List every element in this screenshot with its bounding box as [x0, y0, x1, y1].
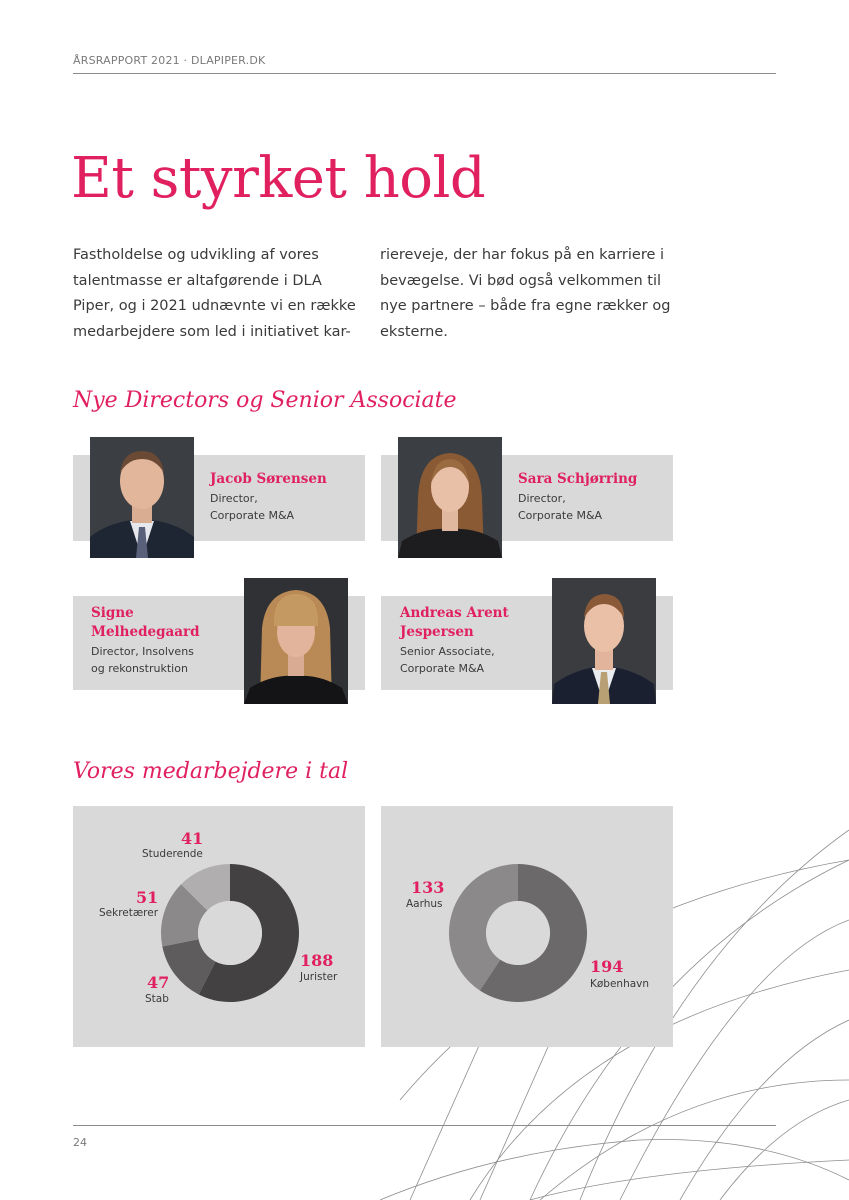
donut-hole [486, 901, 550, 965]
portrait-photo [552, 578, 656, 704]
donut-hole [198, 901, 262, 965]
page-title: Et styrket hold [71, 146, 486, 211]
running-header: ÅRSRAPPORT 2021 · DLAPIPER.DK [73, 54, 266, 67]
data-label-value: 133 [411, 878, 445, 897]
donut-chart-roles [161, 864, 299, 1002]
portrait-photo [398, 437, 502, 558]
person-name: Jacob Sørensen [210, 471, 327, 487]
person-role [91, 643, 194, 677]
data-label-value: 194 [590, 957, 624, 976]
section-title-employees: Vores medarbejdere i tal [73, 759, 349, 784]
person-role-line: Corporate M&A [400, 662, 485, 675]
portrait-photo [90, 437, 194, 558]
person-role-line: og rekonstruktion [91, 662, 188, 675]
intro-column-1: Fastholdelse og udvikling af vores talentmasse er altafgørende i DLA Piper, og i 2021 udnævnte vi en række medarbejdere som led i initiativet kar- [73, 247, 356, 340]
data-label-category: København [590, 978, 650, 990]
person-name-line: Melhedegaard [91, 624, 200, 640]
person-role-line: Senior Associate, [400, 645, 495, 658]
person-role-line: Corporate M&A [518, 509, 603, 522]
person-name-line: Signe [91, 605, 134, 621]
data-label-category: Aarhus [406, 898, 443, 910]
person-role [210, 490, 294, 524]
person-role-line: Director, [518, 492, 566, 505]
person-role [518, 490, 602, 524]
section-title-directors: Nye Directors og Senior Associate [73, 388, 457, 413]
person-name [91, 604, 200, 642]
person-name [400, 604, 509, 642]
data-label-value: 188 [300, 951, 334, 970]
person-role-line: Director, Insolvens [91, 645, 194, 658]
data-label-category: Studerende [142, 848, 203, 860]
person-role-line: Director, [210, 492, 258, 505]
person-name-line: Jespersen [400, 624, 474, 640]
person-role-line: Corporate M&A [210, 509, 295, 522]
donut-chart-offices [449, 864, 587, 1002]
data-label-value: 51 [136, 888, 159, 907]
data-label-category: Sekretærer [99, 907, 159, 919]
person-name-line: Andreas Arent [400, 605, 509, 621]
portrait-photo [244, 578, 348, 704]
person-name: Sara Schjørring [518, 471, 638, 487]
footer-rule [73, 1125, 776, 1126]
data-label-category: Stab [145, 993, 169, 1005]
person-role [400, 643, 495, 677]
intro-column-2: riereveje, der har fokus på en karriere i bevægelse. Vi bød også velkommen til nye partnere – både fra egne rækker og eksterne. [380, 247, 671, 340]
data-label-value: 47 [147, 973, 170, 992]
data-label-value: 41 [181, 829, 204, 848]
data-label-category: Jurister [300, 971, 338, 983]
page-number: 24 [73, 1136, 87, 1149]
header-rule [73, 73, 776, 74]
